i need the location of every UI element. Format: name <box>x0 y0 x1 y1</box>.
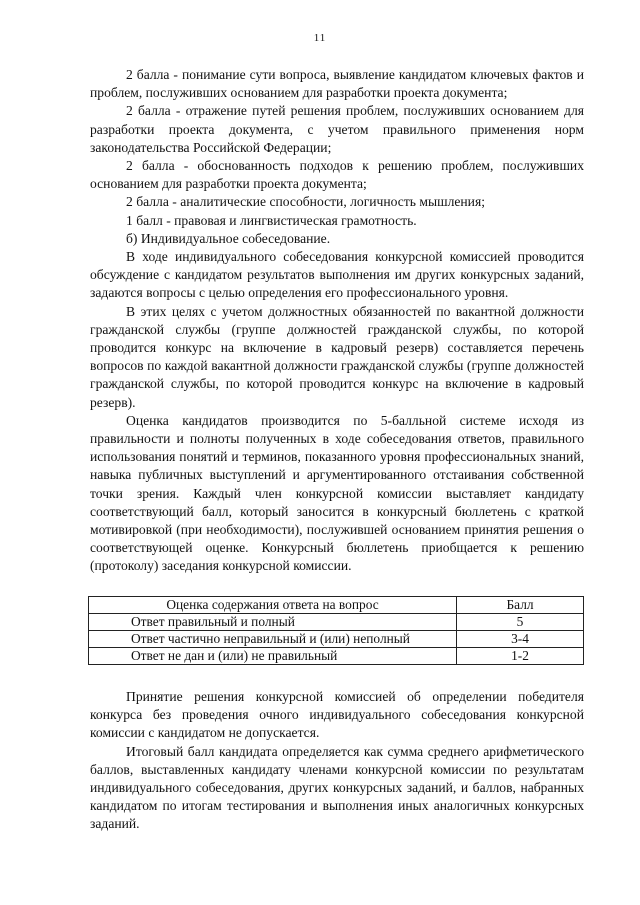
paragraph: 2 балла - аналитические способности, логичность мышления; <box>126 194 485 210</box>
table-cell-score: 3-4 <box>457 631 584 648</box>
paragraph: 2 балла - отражение путей решения проблем, послуживших основанием для разработки проекта документа, с учетом правильного применения норм законодательства Российской Федерации; <box>90 103 584 155</box>
body-text-top <box>90 66 584 576</box>
table-row <box>89 648 584 665</box>
paragraph: Принятие решения конкурсной комиссией об определении победителя конкурса без проведения очного индивидуального собеседования конкурсной комиссии с кандидатом не допускается. <box>90 689 584 741</box>
paragraph: 2 балла - понимание сути вопроса, выявление кандидатом ключевых фактов и проблем, послуживших основанием для разработки проекта документа; <box>90 67 584 101</box>
table-header-answer: Оценка содержания ответа на вопрос <box>89 597 457 614</box>
body-text-bottom <box>90 688 584 834</box>
table-cell-answer: Ответ частично неправильный и (или) неполный <box>89 631 457 648</box>
table-header-row <box>89 597 584 614</box>
score-table <box>88 596 584 665</box>
table-row <box>89 614 584 631</box>
page-number: 11 <box>313 32 327 44</box>
paragraph: В ходе индивидуального собеседования конкурсной комиссией проводится обсуждение с кандидатом результатов выполнения им других конкурсных заданий, задаются вопросы с целью определения его профессионального уровня. <box>90 249 584 301</box>
paragraph: 2 балла - обоснованность подходов к решению проблем, послуживших основанием для разработки проекта документа; <box>90 158 584 192</box>
paragraph: В этих целях с учетом должностных обязанностей по вакантной должности гражданской службы (группе должностей гражданской службы, по которой проводится конкурс на включение в кадровый резерв) составляется перечень вопросов по каждой вакантной должности гражданской службы (группе должностей гражданской службы, по которой проводится конкурс на включение в кадровый резерв). <box>90 303 584 410</box>
table-cell-score: 1-2 <box>457 648 584 665</box>
paragraph: 1 балл - правовая и лингвистическая грамотность. <box>126 212 417 228</box>
section-heading: б) Индивидуальное собеседование. <box>126 230 331 246</box>
table-cell-score: 5 <box>457 614 584 631</box>
paragraph: Оценка кандидатов производится по 5-балльной системе исходя из правильности и полноты полученных в ходе собеседования ответов, правильного использования понятий и терминов, показанного уровня профессиональных знаний, навыка публичных выступлений и аргументированного отстаивания собственной точки зрения. Каждый член конкурсной комиссии выставляет кандидату соответствующий балл, который заносится в конкурсный бюллетень с краткой мотивировкой (при необходимости), послужившей основанием принятия решения о соответствующей оценке. Конкурсный бюллетень приобщается к решению (протоколу) заседания конкурсной комиссии. <box>90 412 584 574</box>
table-cell-answer: Ответ правильный и полный <box>89 614 457 631</box>
paragraph: Итоговый балл кандидата определяется как сумма среднего арифметического баллов, выставленных кандидату членами конкурсной комиссии по результатам индивидуального собеседования, других конкурсных заданий, и баллов, набранных кандидатом по итогам тестирования и выполнения иных аналогичных конкурсных заданий. <box>90 743 584 832</box>
table-header-score: Балл <box>457 597 584 614</box>
table-cell-answer: Ответ не дан и (или) не правильный <box>89 648 457 665</box>
table-row <box>89 631 584 648</box>
